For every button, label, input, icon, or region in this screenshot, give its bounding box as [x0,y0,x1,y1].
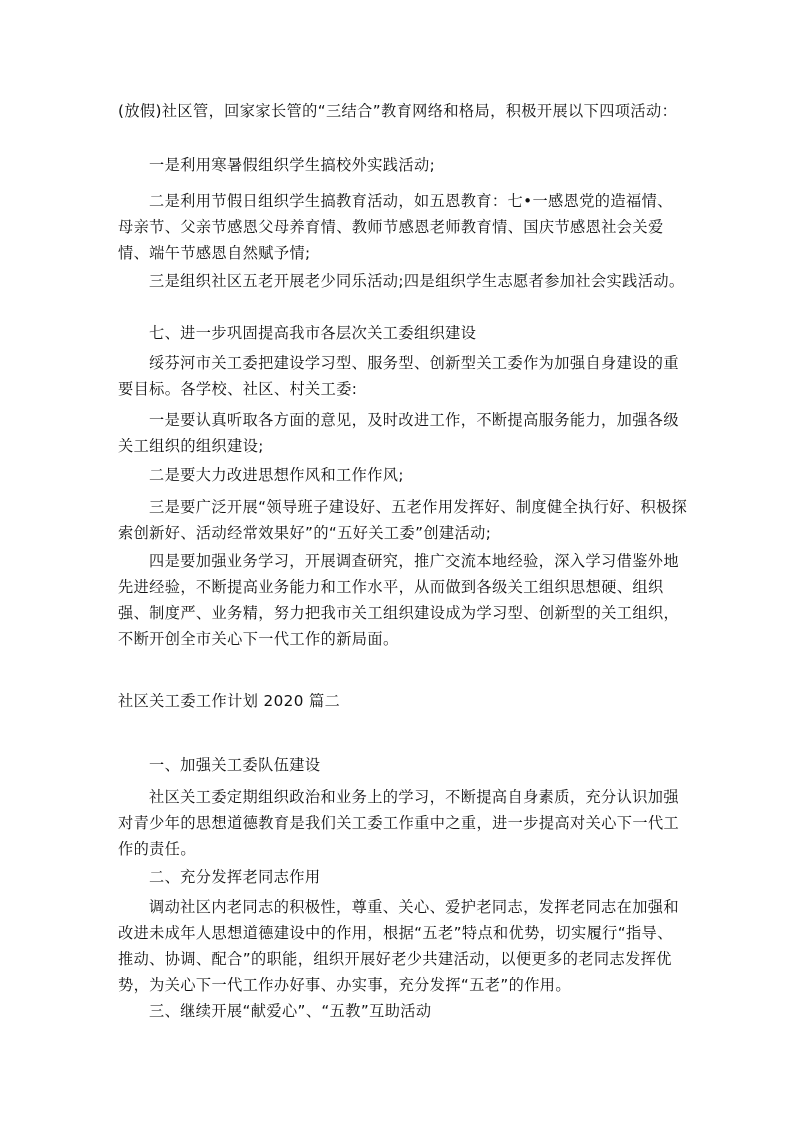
paragraph-item-three-four: 三是组织社区五老开展老少同乐活动;四是组织学生志愿者参加社会实践活动。 [149,272,685,290]
section-heading-three: 三、继续开展“献爱心”、“五教”互助活动 [149,1002,432,1020]
section-heading-two: 二、充分发挥老同志作用 [149,868,321,886]
paragraph-three-combination: (放假)社区管，回家家长管的“三结合”教育网络和格局，积极开展以下四项活动： [118,102,678,120]
paragraph-requirement-one: 一是要认真听取各方面的意见，及时改进工作，不断提高服务能力，加强各级关工组织的组织建设; [118,411,679,455]
section-heading-seven: 七、进一步巩固提高我市各层次关工委组织建设 [149,324,477,342]
paragraph-item-one: 一是利用寒暑假组织学生搞校外实践活动; [149,156,436,174]
paragraph-veterans-role: 调动社区内老同志的积极性，尊重、关心、爱护老同志，发挥老同志在加强和改进未成年人思想道德建设中的作用，根据“五老”特点和优势，切实履行“指导、推动、协调、配合”的职能，组织开展好老少共建活动，以便更多的老同志发挥优势，为关心下一代工作办好事、办实事，充分发挥“五老”的作用。 [118,898,679,994]
paragraph-requirement-three: 三是要广泛开展“领导班子建设好、五老作用发挥好、制度健全执行好、积极探索创新好、活动经常效果好”的“五好关工委”创建活动; [118,498,688,542]
paragraph-team-building: 社区关工委定期组织政治和业务上的学习，不断提高自身素质，充分认识加强对青少年的思想道德教育是我们关工委工作重中之重，进一步提高对关心下一代工作的责任。 [118,788,680,858]
section-heading-one: 一、加强关工委队伍建设 [149,756,321,774]
paragraph-requirement-four: 四是要加强业务学习，开展调查研究，推广交流本地经验，深入学习借鉴外地先进经验，不断提高业务能力和工作水平，从而做到各级关工组织思想硬、组织强、制度严、业务精，努力把我市关工组织建设成为学习型、创新型的关工组织，不断开创全市关心下一代工作的新局面。 [118,552,680,648]
paragraph-requirement-two: 二是要大力改进思想作风和工作作风; [149,466,404,484]
paragraph-item-two: 二是利用节假日组织学生搞教育活动，如五恩教育：七•一感恩党的造福情、母亲节、父亲节感恩父母养育情、教师节感恩老师教育情、国庆节感恩社会关爱情、端午节感恩自然赋予情; [118,192,673,262]
paragraph-suifenhe-intro: 绥芬河市关工委把建设学习型、服务型、创新型关工委作为加强自身建设的重要目标。各学校、社区、村关工委: [118,354,679,398]
section-title: 社区关工委工作计划 2020 篇二 [118,692,341,710]
